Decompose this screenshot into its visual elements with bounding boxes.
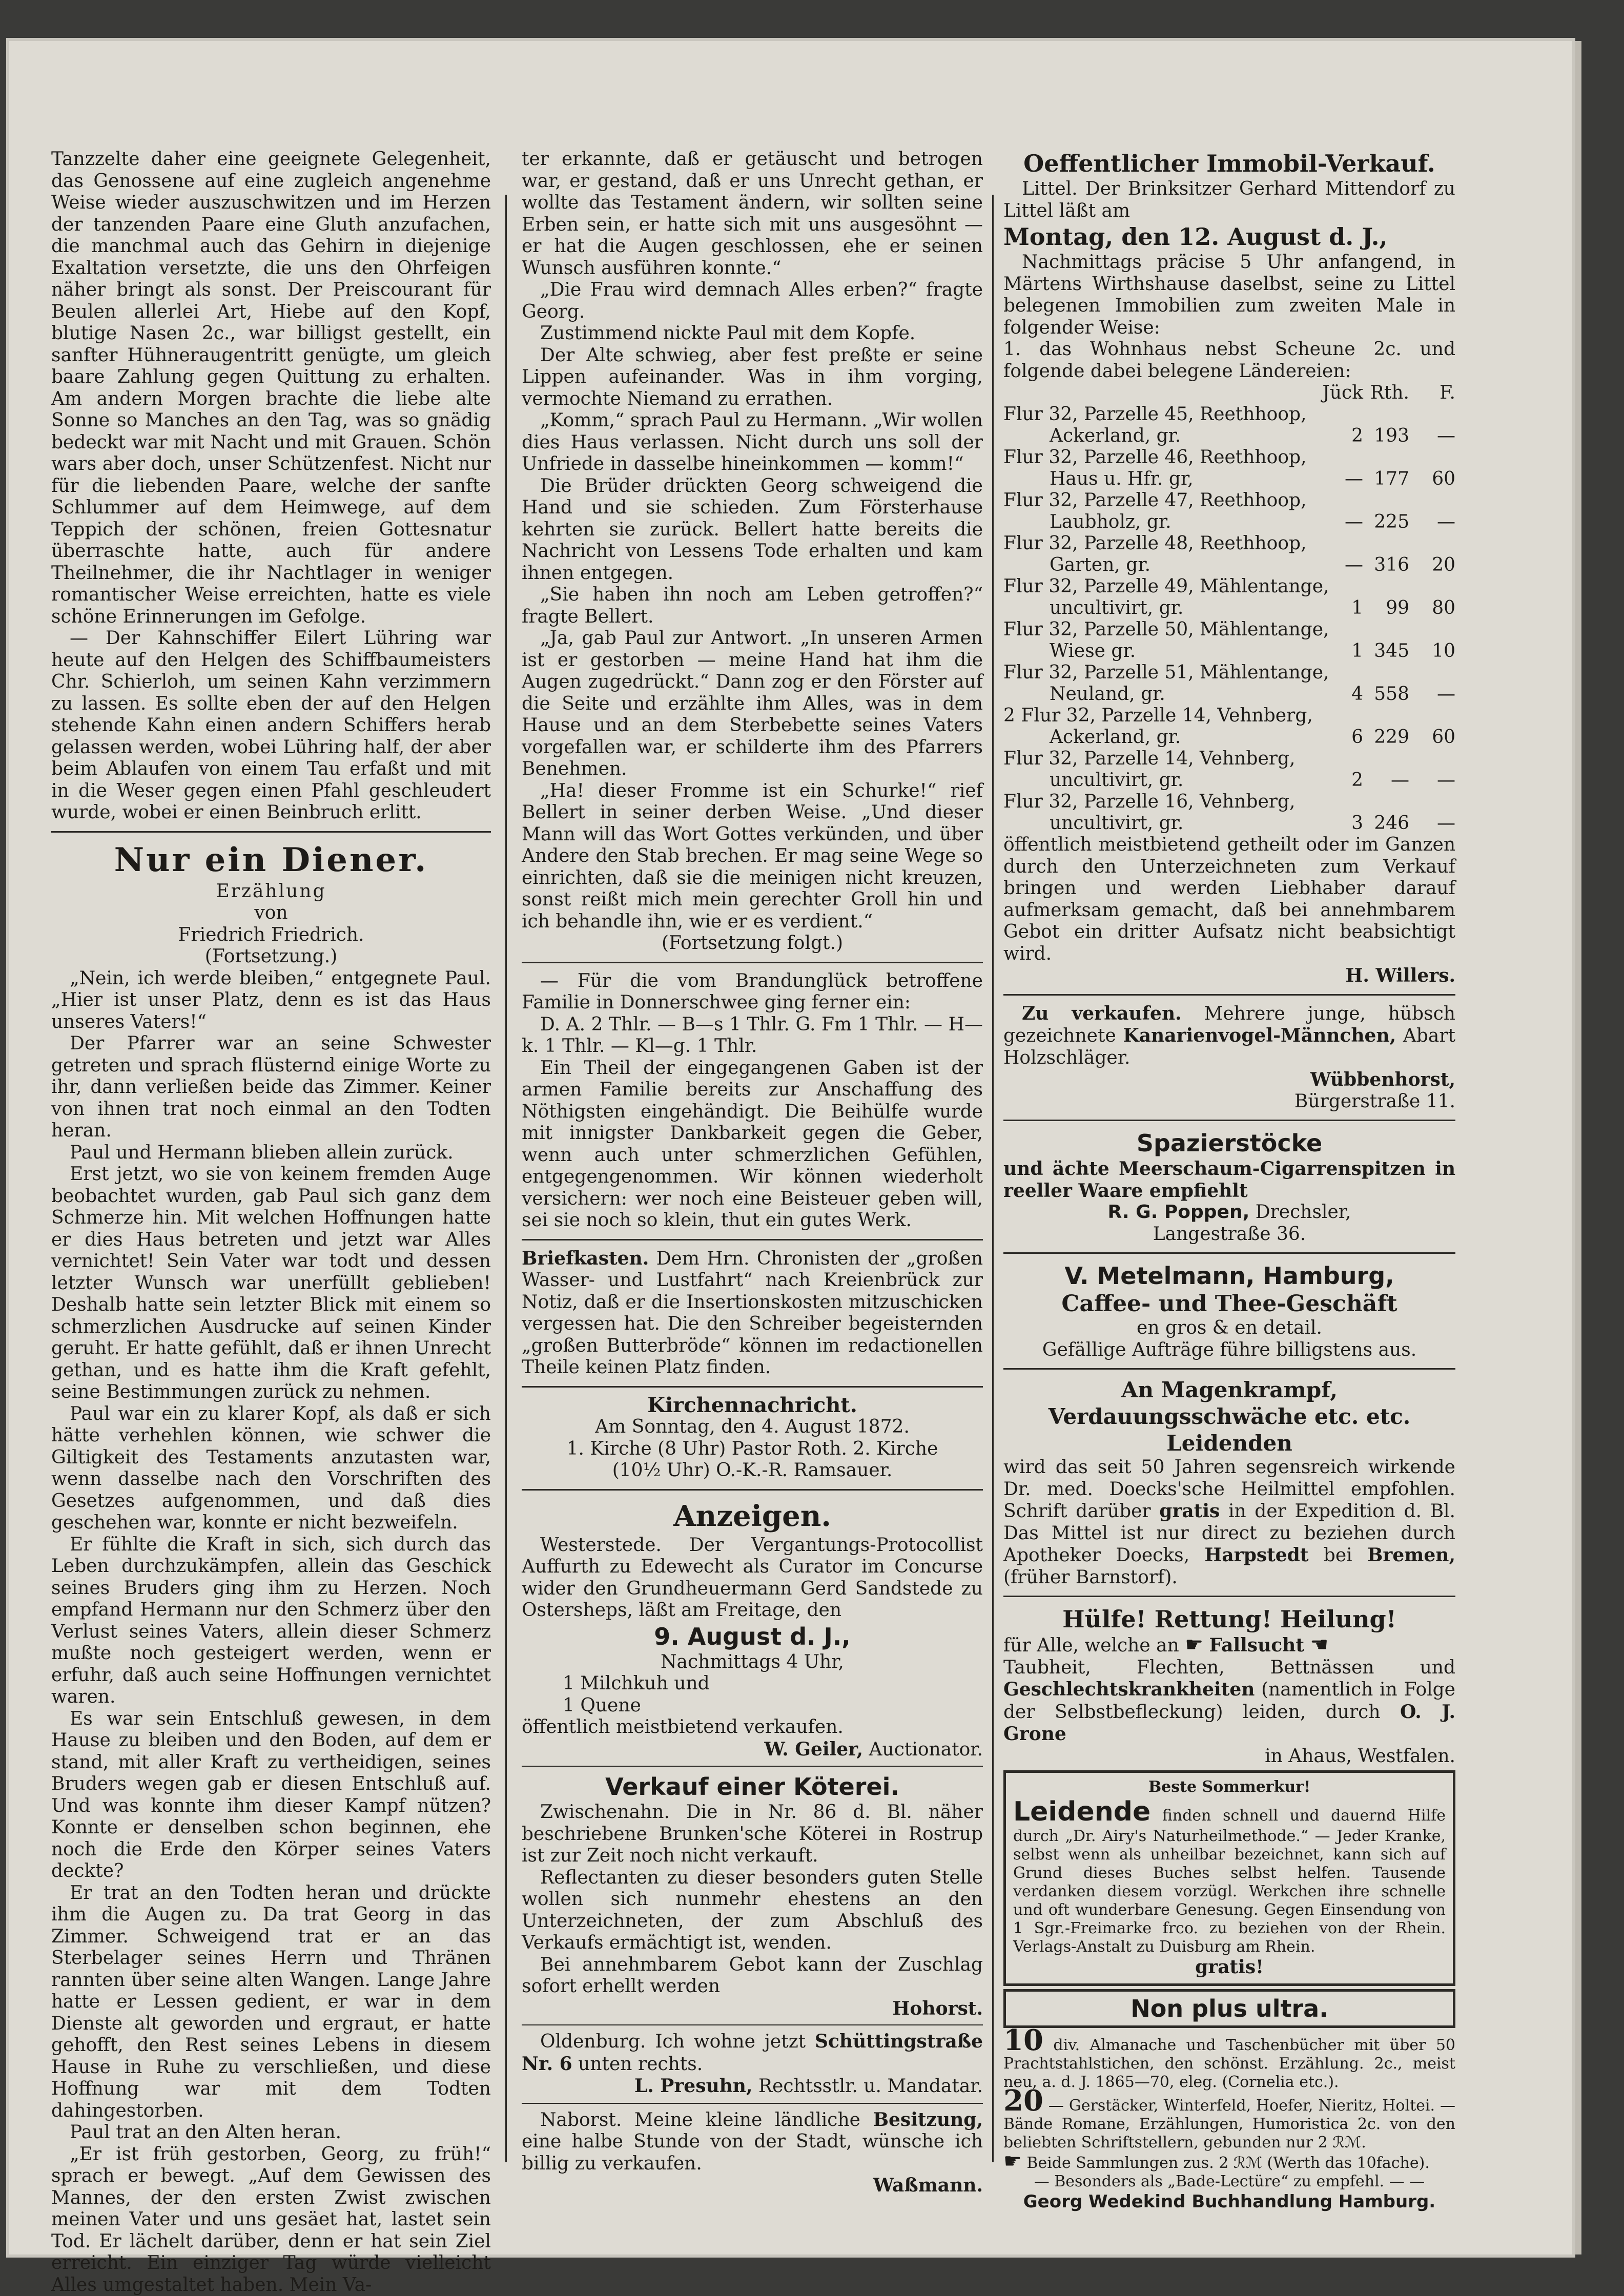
ad-divider [1003, 1252, 1455, 1254]
parcel-description: Flur 32, Parzelle 14, Vehnberg, [1003, 748, 1296, 769]
story-paragraph: Paul war ein zu klarer Kopf, als daß er sich hätte verhehlen können, wie schwer die Giltigkeit des Testaments anzutasten war, wenn dasselbe nach den Vorschriften des Gesetzes aufgenommen, und daß dies geschehen war, konnte er nicht bezweifeln. [51, 1403, 491, 1533]
parcel-description: Flur 32, Parzelle 50, Mählentange, [1003, 619, 1329, 640]
table-row [1003, 640, 1455, 662]
story-paragraph: Erst jetzt, wo sie von keinem fremden Auge beobachtet wurden, gab Paul sich ganz dem Schmerze hin. Mit welchen Hoffnungen hatte er dies Haus betreten und jetzt war Alles vernichtet! Sein Vater war todt und dessen letzter Wunsch war unerfüllt geblieben! Deshalb hatte sein letzter Blick mit einem so schmerzlichen Ausdrucke auf seinen Kinder geruht. Er hatte gefühlt, daß er ihnen Unrecht gethan, und es hatte ihm die Kraft gefehlt, seine Bestimmungen zurück zu nehmen. [51, 1164, 491, 1402]
parcel-value: 4 [1351, 684, 1363, 705]
table-row [1003, 425, 1455, 447]
address-street: Schüttingstraße Nr. 6 [522, 2031, 983, 2075]
stomach-gratis: gratis [1159, 1500, 1220, 1522]
parcel-use: Garten, gr. [1050, 554, 1151, 575]
table-row [1003, 554, 1455, 576]
walking-sticks-heading: Spazierstöcke [1136, 1129, 1323, 1157]
column-header: Jück [1322, 382, 1363, 403]
summer-cure-box [1003, 1770, 1455, 1986]
table-row [1003, 597, 1455, 619]
address-text: unten rechts. [572, 2053, 703, 2075]
letterbox [522, 1248, 983, 1379]
table-row [1003, 404, 1455, 425]
auction-text: öffentlich meistbietend verkaufen. [522, 1716, 844, 1737]
parcel-use: Neuland, gr. [1050, 684, 1165, 705]
parcel-value: 1 [1351, 640, 1363, 661]
parcel-value: 99 [1386, 597, 1409, 618]
column-3 [1003, 149, 1455, 2212]
letterbox-text: Dem Hrn. Chronisten der „großen Wasser- und Lustfahrt“ nach Kreienbrück zur Notiz, daß er die Insertionskosten mitzuschicken vergessen hat. Die den Schreiber begeisternden „großen Butterbröde“ können im redactionellen Theile keinen Platz finden. [522, 1248, 983, 1378]
offer-text: — Besonders als „Bade-Lectüre“ zu empfehl. — — [1034, 2172, 1425, 2190]
story-paragraph: Der Pfarrer war an seine Schwester getreten und sprach flüsternd einige Worte zu ihr, dann verließen beide das Zimmer. Keiner von ihnen trat noch einmal an den Todten heran. [51, 1033, 491, 1141]
auction-date: 9. August d. J., [654, 1622, 851, 1650]
table-row [1003, 511, 1455, 533]
summer-cure-gratis: gratis! [1195, 1956, 1264, 1978]
table-row [1003, 813, 1455, 834]
story-paragraph: „Ja, gab Paul zur Antwort. „In unseren Armen ist er gestorben — meine Hand hat ihm die Augen zugedrückt.“ Dann zog er den Förster auf die Seite und erzählte ihm Alles, was in dem Hause und an dem Sterbebette seines Vaters vorgefallen war, er schilderte ihm des Pfarrers Benehmen. [522, 628, 983, 779]
auctioneer-name: W. Geiler, [764, 1738, 864, 1760]
church-service-1: 1. Kirche (8 Uhr) Pastor Roth. 2. Kirche [566, 1438, 938, 1459]
table-row [1003, 576, 1455, 597]
parcel-description: Flur 32, Parzelle 45, Reethhoop, [1003, 404, 1307, 425]
ad-divider [1003, 1596, 1455, 1597]
parcel-value: 246 [1374, 813, 1409, 834]
story-subtitle: Erzählung [216, 880, 326, 902]
ad-divider [1003, 1120, 1455, 1121]
parcel-use: Wiese gr. [1050, 640, 1136, 661]
parcel-use: Haus u. Hfr. gr, [1050, 468, 1194, 489]
parcel-value: — [1345, 511, 1363, 532]
ad-divider [1003, 994, 1455, 996]
offer-text [1003, 2149, 1455, 2173]
parcel-description: Flur 32, Parzelle 51, Mählentange, [1003, 662, 1329, 683]
parcel-value: 3 [1351, 813, 1363, 834]
church-heading: Kirchennachricht. [647, 1393, 857, 1417]
table-row [1003, 705, 1455, 727]
parcel-description: Flur 32, Parzelle 46, Reethhoop, [1003, 447, 1307, 468]
parcel-value: 20 [1432, 554, 1455, 575]
parcel-value: — [1345, 468, 1363, 489]
parcel-value: 345 [1374, 640, 1409, 661]
table-row [1003, 447, 1455, 468]
table-row [1003, 619, 1455, 640]
parcel-value: 6 [1351, 727, 1363, 748]
lawyer-name: L. Presuhn, [634, 2075, 753, 2097]
parcel-value: — [1391, 770, 1409, 791]
article-kahnschiffer: — Der Kahnschiffer Eilert Lühring war heute auf den Helgen des Schiffbaumeisters Chr. Schierloh, um seinen Kahn verzimmern zu lassen. Es sollte eben der auf den Helgen stehende Kahn einen andern Schiffers herab gelassen werden, wobei Lühring half, der aber beim Ablaufen von einem Tau erfaßt und mit in die Weser gegen einen Pfahl geschleudert wurde, wobei er einen Beinbruch erlitt. [51, 628, 491, 823]
immobil-text: öffentlich meistbietend getheilt oder im Ganzen durch den Unterzeichneten zum Verkauf bringen und werden Liebhaber darauf aufmerksam gemacht, daß bei annehmbarem Gebot ein dritter Aufsatz nicht beabsichtigt wird. [1003, 834, 1455, 964]
bookshop-signature: Georg Wedekind Buchhandlung Hamburg. [1023, 2191, 1436, 2212]
parcel-table [1003, 382, 1455, 834]
parcel-value: — [1437, 684, 1455, 705]
column-1 [51, 149, 491, 2296]
canary-ad [1003, 1003, 1455, 1069]
parcel-value: 229 [1374, 727, 1409, 748]
metelmann-detail: Gefällige Aufträge führe billigstens aus. [1042, 1339, 1417, 1360]
parcel-value: 2 [1351, 770, 1363, 791]
address-signature [522, 2075, 983, 2098]
section-divider [51, 831, 491, 833]
property-text: eine halbe Stunde von der Stadt, wünsche ich billig zu verkaufen. [522, 2131, 983, 2174]
auctioneer-title: Auctionator. [863, 1739, 983, 1760]
immobil-text: Littel. Der Brinksitzer Gerhard Mittendorf zu Littel läßt am [1003, 178, 1455, 221]
koeterei-heading: Verkauf einer Köterei. [605, 1773, 899, 1801]
non-plus-ultra-banner [1003, 1989, 1455, 2028]
parcel-use: Laubholz, gr. [1050, 511, 1171, 532]
walking-sticks-text: und ächte Meerschaum-Cigarrenspitzen in reeller Waare empfiehlt [1003, 1158, 1455, 1202]
stomach-city: Bremen, [1367, 1544, 1456, 1566]
auction-time: Nachmittags 4 Uhr, [661, 1651, 844, 1672]
ad-divider [522, 2103, 983, 2104]
metelmann-heading: V. Metelmann, Hamburg, [1064, 1262, 1394, 1290]
stomach-town: Harpstedt [1204, 1544, 1309, 1566]
story-paragraph: „Er ist früh gestorben, Georg, zu früh!“ sprach er bewegt. „Auf dem Gewissen des Mannes, der den ersten Zwist zwischen meinen Vater und uns gesäet hat, lastet sein Tod. Er lächelt darüber, denn er hat sein Ziel erreicht. Ein einziger Tag würde vielleicht Alles umgestaltet haben. Mein Va- [51, 2143, 491, 2295]
parcel-value: — [1437, 425, 1455, 446]
story-paragraph: Es war sein Entschluß gewesen, in dem Hause zu bleiben und den Boden, auf dem er stand, mit aller Kraft zu vertheidigen, seines Bruders wegen gab er diesen Entschluß auf. Und was konnte ihm dieser Kampf nützen? Konnte er denselben schon beginnen, ehe noch die Erde den Körper seines Vaters deckte? [51, 1708, 491, 1881]
church-date: Am Sonntag, den 4. August 1872. [595, 1416, 910, 1437]
parcel-use: Ackerland, gr. [1050, 425, 1181, 446]
property-signature: Waßmann. [873, 2175, 983, 2196]
stomach-text [1003, 1457, 1455, 1588]
pointing-hand-icon: ☛ [1003, 2149, 1022, 2173]
summer-cure-banner: Beste Sommerkur! [1148, 1778, 1311, 1796]
help-text [1003, 1657, 1455, 1746]
table-row [1003, 748, 1455, 770]
immobil-text: Nachmittags präcise 5 Uhr anfangend, in Märtens Wirthshause daselbst, seine zu Littel belegenen Immobilien zum zweiten Male in folgender Weise: [1003, 252, 1455, 338]
ad-divider [522, 2024, 983, 2025]
parcel-description: Flur 32, Parzelle 49, Mählentange, [1003, 576, 1329, 597]
canary-signature: Wübbenhorst, [1310, 1069, 1455, 1090]
koeterei-text: Reflectanten zu dieser besonders guten Stelle wollen sich nunmehr ehestens an den Unterzeichneten, der zum Abschluß des Verkaufs ermächtigt ist, wenden. [522, 1867, 983, 1953]
address-text: Oldenburg. Ich wohne jetzt [540, 2031, 815, 2052]
table-row [1003, 468, 1455, 490]
almanac-text: div. Almanache und Taschenbücher mit über 50 Prachtstahlstichen, den schönst. Erzählung. 2c., meist neu, a. d. J. 1865—70, eleg. (Cornelia etc.). [1003, 2036, 1455, 2091]
auction-item: 1 Quene [563, 1694, 641, 1716]
property-word: Besitzung, [873, 2108, 983, 2130]
canary-address: Bürgerstraße 11. [1294, 1090, 1455, 1112]
ad-divider [522, 1766, 983, 1767]
column-header: F. [1440, 382, 1455, 403]
story-paragraph: Die Brüder drückten Georg schweigend die Hand und sie schieden. Zum Försterhause kehrten sie zurück. Bellert hatte bereits die Nachricht von Lessens Tode erhalten und kam ihnen entgegen. [522, 475, 983, 584]
church-service-2: (10½ Uhr) O.-K.-R. Ramsauer. [612, 1460, 893, 1481]
canary-text: Abart Holzschläger. [1003, 1025, 1455, 1068]
column-header: Rth. [1370, 382, 1409, 403]
stomach-text-part: in der Expedition d. Bl. Das Mittel ist nur direct zu beziehen durch Apotheker Doecks, [1003, 1501, 1455, 1566]
parcel-value: 316 [1374, 554, 1409, 575]
stomach-text-part: wird das seit 50 Jahren segensreich wirkende Dr. med. Doecks'sche Heilmittel empfohlen. Schrift darüber [1003, 1457, 1455, 1522]
parcel-value: 1 [1351, 597, 1363, 618]
parcel-value: — [1345, 554, 1363, 575]
non-plus-ultra-heading: Non plus ultra. [1130, 1994, 1328, 2022]
story-paragraph: Er trat an den Todten heran und drückte ihm die Augen zu. Da trat Georg in das Zimmer. Schweigend trat er an das Sterbelager seines Herrn und Thränen rannten über seine alten Wangen. Lange Jahre hatte er Lessen gedient, er war in dem Dienste alt geworden und ergraut, er hatte gehofft, den Rest seines Lebens in diesem Hause in Ruhe zu verschließen, und diese Hoffnung war mit dem Todten dahingestorben. [51, 1882, 491, 2121]
auction-item: 1 Milchkuh und [563, 1673, 710, 1694]
parcel-value: 177 [1374, 468, 1409, 489]
koeterei-text: Zwischenahn. Die in Nr. 86 d. Bl. näher beschriebene Brunken'sche Köterei in Rostrup ist zur Zeit noch nicht verkauft. [522, 1802, 983, 1866]
story-paragraph: „Nein, ich werde bleiben,“ entgegnete Paul. „Hier ist unser Platz, denn es ist das Haus unseres Vaters!“ [51, 967, 491, 1032]
almanac-count: 10 [1003, 2023, 1043, 2057]
parcel-value: 60 [1432, 468, 1455, 489]
offer-price: Beide Sammlungen zus. 2 ℛℳ (Werth das 10fache). [1026, 2154, 1430, 2172]
story-by: von [254, 902, 288, 923]
parcel-value: — [1437, 813, 1455, 834]
help-disease: Fallsucht [1209, 1635, 1304, 1656]
parcel-value: 2 [1351, 425, 1363, 446]
auction-signature [522, 1739, 983, 1761]
pointing-hand-icon: ☛ [1185, 1633, 1204, 1657]
column-rule [992, 195, 994, 2162]
stomach-text-part: (früher Barnstorf). [1003, 1566, 1178, 1588]
help-signature: O. J. Grone [1003, 1701, 1456, 1745]
canary-text: Mehrere junge, hübsch gezeichnete [1003, 1003, 1455, 1046]
column-rule [505, 195, 507, 2162]
address-notice [522, 2031, 983, 2075]
novels-count: 20 [1003, 2083, 1043, 2118]
column-2 [522, 149, 983, 2197]
article-schuetzenfest: Tanzzelte daher eine geeignete Gelegenheit, das Genossene auf eine zugleich angenehme Weise wieder auszuschwitzen und im Herzen der tanzenden Paare eine Gluth anzufachen, die manchmal auch das Gehirn in diejenige Exaltation versetzte, die uns den Ohrfeigen näher bringt als sonst. Der Preiscourant für Beulen allerlei Art, Hiebe auf den Kopf, blutige Nasen 2c., war billigst gestellt, ein sanfter Hühneraugentritt genügte, um gleich baare Zahlung gegen Quittung zu erhalten. Am andern Morgen brachte die liebe alte Sonne so Manches an den Tag, was so gnädig bedeckt war mit Nacht und mit Grauen. Schön wars aber doch, unser Schützenfest. Nicht nur für die liebenden Paare, welche der sanfte Schlummer auf dem Heimwege, auf dem Teppich der schönen, freien Gottesnatur überraschte hatte, auch für andere Theilnehmer, die ihr Nachtlager in weniger romantischer Weise erreichten, hatte es viele schöne Erinnerungen im Gefolge. [51, 149, 491, 627]
story-paragraph: „Komm,“ sprach Paul zu Hermann. „Wir wollen dies Haus verlassen. Nicht durch uns soll der Unfriede in dasselbe hineinkommen — komm!“ [522, 410, 983, 474]
story-paragraph: Zustimmend nickte Paul mit dem Kopfe. [540, 323, 916, 344]
donation-notice: — Für die vom Brandunglück betroffene Familie in Donnerschwee ging ferner ein: [522, 970, 983, 1013]
property-ad [522, 2109, 983, 2175]
parcel-value: 10 [1432, 640, 1455, 661]
auction-text: Westerstede. Der Vergantungs-Protocollist Auffurth zu Edewecht als Curator im Concurse wider den Grundheuermann Gerd Sandstede zu Ostersheps, läßt am Freitage, den [522, 1534, 983, 1621]
newspaper-page [9, 41, 1572, 2295]
story-author: Friedrich Friedrich. [178, 924, 364, 945]
summer-cure-heading: Leidende [1013, 1796, 1151, 1827]
immobil-signature: H. Willers. [1345, 965, 1455, 986]
walking-sticks-address: Langestraße 36. [1153, 1223, 1306, 1245]
novels-text: — Gerstäcker, Winterfeld, Hoefer, Nieritz, Holtei. — Bände Romane, Erzählungen, Humoristica 2c. von den beliebten Schriftstellern, gebunden nur 2 ℛℳ. [1003, 2096, 1455, 2152]
parcel-use: uncultivirt, gr. [1050, 597, 1184, 618]
summer-cure-text [1013, 1796, 1446, 1956]
parcel-use: Ackerland, gr. [1050, 727, 1181, 748]
story-paragraph: „Die Frau wird demnach Alles erben?“ fragte Georg. [522, 279, 983, 322]
help-heading: Hülfe! Rettung! Heilung! [1062, 1605, 1396, 1633]
story-paragraph: Der Alte schwieg, aber fest preßte er seine Lippen aufeinander. Was in ihm vorging, vermochte Niemand zu errathen. [522, 344, 983, 409]
parcel-description: Flur 32, Parzelle 16, Vehnberg, [1003, 791, 1296, 812]
story-paragraph: Er fühlte die Kraft in sich, sich durch das Leben durchzukämpfen, allein das Geschick seines Bruders ging ihm zu Herzen. Noch empfand Hermann nur den Schmerz über den Verlust seines Vaters, allein dieser Schmerz mußte noch gesteigert werden, wenn er erfuhr, daß auch seine Hoffnungen vernichtet waren. [51, 1534, 491, 1707]
parcel-value: 80 [1432, 597, 1455, 618]
metelmann-detail: en gros & en detail. [1137, 1317, 1322, 1338]
novels-ad [1003, 2083, 1455, 2152]
help-text [1003, 1634, 1455, 1657]
section-divider [522, 1239, 983, 1240]
story-to-be-continued: (Fortsetzung folgt.) [662, 933, 843, 954]
donation-list: D. A. 2 Thlr. — B—s 1 Thlr. G. Fm 1 Thlr. — H—k. 1 Thlr. — Kl—g. 1 Thlr. [522, 1013, 983, 1057]
property-text: Naborst. Meine kleine ländliche [540, 2109, 873, 2130]
parcel-value: 193 [1374, 425, 1409, 446]
immobil-date: Montag, den 12. August d. J., [1003, 223, 1388, 251]
section-divider [522, 1489, 983, 1491]
table-row [1003, 727, 1455, 748]
canary-heading: Zu verkaufen. [1022, 1002, 1182, 1024]
metelmann-business: Caffee- und Thee-Geschäft [1061, 1291, 1397, 1317]
help-text-part: Taubheit, Flechten, Bettnässen und [1003, 1657, 1455, 1678]
story-paragraph: „Ha! dieser Fromme ist ein Schurke!“ rief Bellert in seiner derben Weise. „Und dieser Mann will das Wort Gottes verkünden, und über Andere den Stab brechen. Er mag seine Wege so einrichten, daß sie die meinigen nicht kreuzen, sonst reißt mich mein gerechter Groll hin und ich behandle ihn, wie er es verdient.“ [522, 780, 983, 932]
table-row [1003, 662, 1455, 684]
table-header [1003, 382, 1455, 404]
help-location: in Ahaus, Westfalen. [1265, 1745, 1455, 1767]
turner-title: Drechsler, [1249, 1202, 1351, 1223]
help-disease: Geschlechtskrankheiten [1003, 1679, 1255, 1700]
parcel-value: 558 [1374, 684, 1409, 705]
ads-heading: Anzeigen. [673, 1499, 831, 1533]
table-row [1003, 770, 1455, 791]
story-paragraph: ter erkannte, daß er getäuscht und betrogen war, er gestand, daß er uns Unrecht gethan, er wollte das Testament ändern, wir sollten seine Erben sein, er hatte sich mit uns ausgesöhnt — er hat die Augen geschlossen, ehe er seinen Wunsch ausführen konnte.“ [522, 149, 983, 279]
section-divider [522, 962, 983, 963]
ad-divider [1003, 1368, 1455, 1370]
immobil-heading: Oeffentlicher Immobil-Verkauf. [1023, 150, 1435, 177]
koeterei-text: Bei annehmbarem Gebot kann der Zuschlag sofort erhellt werden [522, 1954, 983, 1997]
story-continuation: (Fortsetzung.) [204, 946, 338, 967]
story-paragraph: Paul und Hermann blieben allein zurück. [70, 1142, 454, 1163]
story-title: Nur ein Diener. [114, 840, 428, 879]
summer-cure-body: finden schnell und dauernd Hilfe durch „Dr. Airy's Naturheilmethode.“ — Jeder Kranke, selbst wenn als unheilbar bezeichnet, kann sich auf Grund dieses Buches selbst helfen. Tausende verdanken diesem vorzügl. Werkchen ihre schnelle und oft wunderbare Genesung. Gegen Einsendung von 1 Sgr.-Freimarke frco. zu beziehen von der Rhein. Verlags-Anstalt zu Duisburg am Rhein. [1013, 1807, 1446, 1956]
lawyer-title: Rechtsstlr. u. Mandatar. [752, 2076, 983, 2097]
table-row [1003, 791, 1455, 813]
story-paragraph: „Sie haben ihn noch am Leben getroffen?“ fragte Bellert. [522, 584, 983, 627]
donation-thanks: Ein Theil der eingegangenen Gaben ist der armen Familie bereits zur Anschaffung des Nöthigsten eingehändigt. Die Beihülfe wurde mit innigster Dankbarkeit gegen die Geber, wenn auch unter schmerzlichen Gefühlen, entgegengenommen. Wir können wiederholt versichern: wer noch eine Beisteuer geben will, sei sie noch so klein, thut ein gutes Werk. [522, 1057, 983, 1231]
parcel-use: uncultivirt, gr. [1050, 770, 1184, 791]
table-row [1003, 490, 1455, 511]
parcel-value: 225 [1374, 511, 1409, 532]
parcel-value: — [1437, 770, 1455, 791]
walking-sticks-signature [1003, 1202, 1455, 1224]
story-paragraph: Paul trat an den Alten heran. [70, 2122, 342, 2143]
table-row [1003, 684, 1455, 705]
parcel-description: Flur 32, Parzelle 47, Reethhoop, [1003, 490, 1307, 511]
canary-item: Kanarienvogel-Männchen, [1123, 1025, 1396, 1046]
letterbox-heading: Briefkasten. [522, 1247, 649, 1269]
parcel-description: 2 Flur 32, Parzelle 14, Vehnberg, [1003, 705, 1313, 726]
help-text-part: für Alle, welche an [1003, 1635, 1179, 1656]
pointing-hand-icon: ☚ [1310, 1633, 1329, 1657]
parcel-use: uncultivirt, gr. [1050, 813, 1184, 834]
parcel-value: 60 [1432, 727, 1455, 748]
almanac-ad [1003, 2023, 1455, 2092]
parcel-description: Flur 32, Parzelle 48, Reethhoop, [1003, 533, 1307, 554]
section-divider [522, 1386, 983, 1388]
stomach-text-part: bei [1308, 1545, 1367, 1566]
koeterei-signature: Hohorst. [892, 1997, 983, 2019]
immobil-text: 1. das Wohnhaus nebst Scheune 2c. und folgende dabei belegene Ländereien: [1003, 339, 1455, 382]
help-text-part: (namentlich in Folge der Selbstbefleckung) leiden, durch [1003, 1679, 1455, 1723]
turner-name: R. G. Poppen, [1107, 1202, 1250, 1223]
stomach-heading: An Magenkrampf, Verdauungsschwäche etc. etc. Leidenden [1048, 1377, 1411, 1456]
table-row [1003, 533, 1455, 554]
parcel-value: — [1437, 511, 1455, 532]
